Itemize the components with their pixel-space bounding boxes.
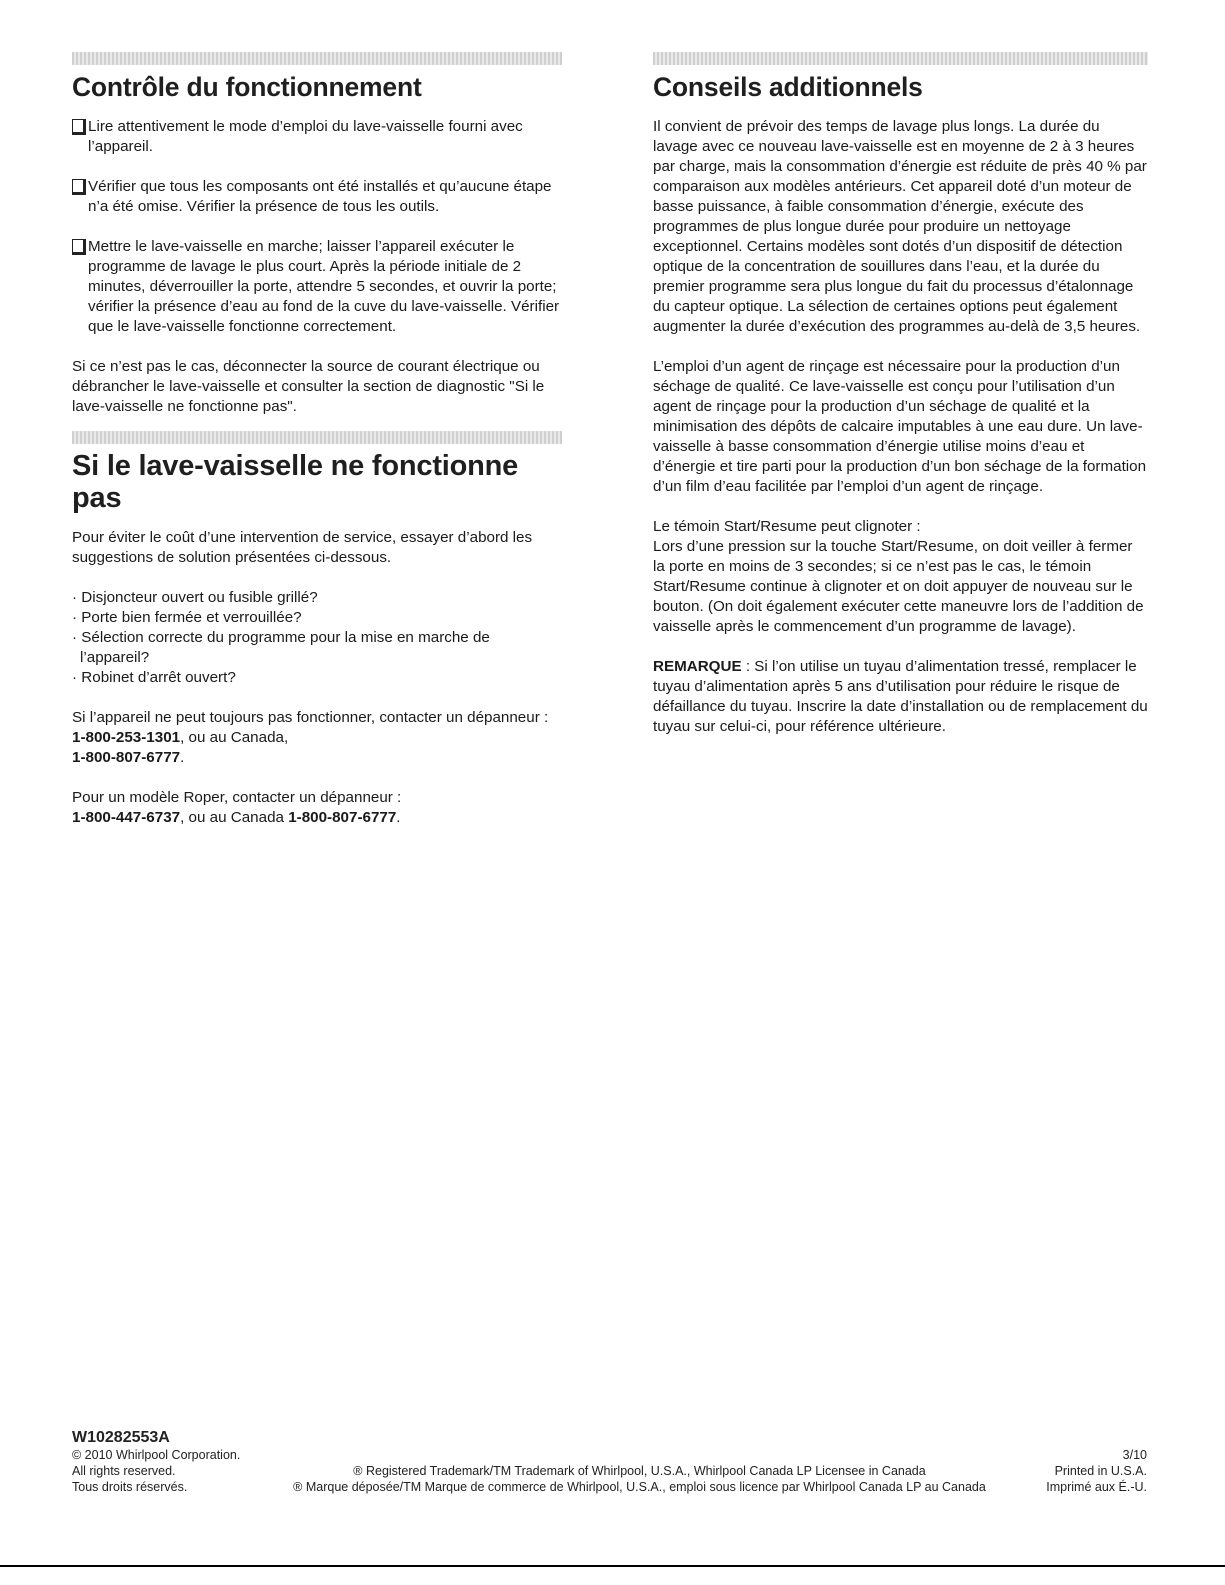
contact-text: , ou au Canada (180, 809, 284, 826)
paragraph-wash-time: Il convient de prévoir des temps de lavage plus longs. La durée du lavage avec ce nouveau lave-vaisselle est en moyenne de 2 à 3 heures par charge, mais la consommation d’énergie est réduite de près 40 % par comparaison aux modèles antérieurs. Cet appareil doté d’un moteur de basse puissance, à faible consommation d’énergie, exécute des programmes de plus longue durée pour produire un nettoyage exceptionnel. Certains modèles sont dotés d’un dispositif de détection optique de la concentration de souillures dans l’eau, et la durée du premier programme sera plus longue du fait du processus d’étalonnage du capteur optique. La sélection de certaines options peut également augmenter la durée d’exécution des programmes au-delà de 3,5 heures. (653, 118, 1147, 335)
list-item: · Disjoncteur ouvert ou fusible grillé? (72, 589, 318, 606)
section-divider-bar (653, 52, 1148, 65)
rights-en: All rights reserved. (72, 1464, 176, 1478)
right-column (653, 52, 1148, 757)
phone-number-canada: 1-800-807-6777 (72, 749, 181, 766)
checkbox-icon (72, 239, 86, 255)
phone-number-roper: 1-800-447-6737 (72, 809, 181, 826)
section-title-controle: Contrôle du fonctionnement (72, 72, 422, 102)
paragraph-start-resume (653, 517, 1148, 637)
trademark-fr: ® Marque déposée/TM Marque de commerce de Whirlpool, U.S.A., emploi sous licence par Whirlpool Canada LP au Canada (293, 1480, 986, 1494)
diagnostic-note: Si ce n’est pas le cas, déconnecter la source de courant électrique ou débrancher le lave-vaisselle et consulter la section de diagnostic "Si le lave-vaisselle ne fonctionne pas". (72, 358, 545, 415)
section-divider-bar (72, 431, 562, 444)
note-text: : Si l’on utilise un tuyau d’alimentation tressé, remplacer le tuyau d’alimentation après 5 ans d’utilisation pour réduire le risque de défaillance du tuyau. Inscrire la date d’installation ou de remplacement du tuyau sur celui-ci, pour référence ultérieure. (653, 658, 1148, 735)
section-divider-bar (72, 52, 562, 65)
contact-text: . (180, 749, 185, 766)
printed-fr: Imprimé aux É.-U. (1046, 1480, 1147, 1494)
troubleshooting-intro: Pour éviter le coût d’une intervention de service, essayer d’abord les suggestions de solution présentées ci-dessous. (72, 529, 533, 566)
page-bottom-rule (0, 1565, 1225, 1567)
checklist-text: Vérifier que tous les composants ont été installés et qu’aucune étape n’a été omise. Vérifier la présence de tous les outils. (88, 178, 552, 215)
revision-date: 3/10 (1122, 1448, 1147, 1462)
list-item: · Porte bien fermée et verrouillée? (72, 609, 302, 626)
note-label: REMARQUE (653, 658, 742, 675)
paragraph-body: Lors d’une pression sur la touche Start/Resume, on doit veiller à fermer la porte en moins de 3 secondes; si ce n’est pas le cas, le témoin Start/Resume continue à clignoter et on doit appuyer de nouveau sur le bouton. (On doit également exécuter cette maneuvre lors de l’addition de vaisselle après le commencement d’un programme de lavage). (653, 538, 1144, 635)
phone-number-canada: 1-800-807-6777 (288, 809, 397, 826)
trademark-en: ® Registered Trademark/TM Trademark of Whirlpool, U.S.A., Whirlpool Canada LP Licensee in Canada (353, 1464, 926, 1478)
contact-text: . (396, 809, 401, 826)
paragraph-note (653, 657, 1148, 737)
list-item: · Sélection correcte du programme pour la mise en marche de l’appareil? (72, 629, 490, 666)
roper-contact (72, 788, 562, 828)
model-number: W10282553A (72, 1429, 170, 1446)
section-title-troubleshooting: Si le lave-vaisselle ne fonctionne pas (72, 450, 519, 514)
checkbox-icon (72, 179, 86, 195)
checklist-item (72, 117, 562, 157)
contact-text: , ou au Canada, (180, 729, 289, 746)
phone-number: 1-800-253-1301 (72, 729, 181, 746)
footer-row (72, 1463, 1147, 1479)
copyright: © 2010 Whirlpool Corporation. (72, 1448, 241, 1462)
contact-text: Pour un modèle Roper, contacter un dépanneur : (72, 789, 402, 806)
list-item: · Robinet d’arrêt ouvert? (72, 669, 236, 686)
contact-text: Si l’appareil ne peut toujours pas fonctionner, contacter un dépanneur : (72, 709, 549, 726)
service-contact (72, 708, 562, 768)
checklist-item (72, 177, 562, 217)
section-title-conseils: Conseils additionnels (653, 72, 923, 102)
footer (72, 1430, 1147, 1495)
printed-en: Printed in U.S.A. (1054, 1464, 1147, 1478)
rights-fr: Tous droits réservés. (72, 1480, 188, 1494)
checklist-item (72, 237, 562, 337)
footer-row (72, 1447, 1147, 1463)
checklist-text: Lire attentivement le mode d’emploi du lave-vaisselle fourni avec l’appareil. (88, 118, 523, 155)
paragraph-rinse-agent: L’emploi d’un agent de rinçage est nécessaire pour la production d’un séchage de qualité. Ce lave-vaisselle est conçu pour l’utilisation d’un agent de rinçage pour la production d’un séchage de qualité et la minimisation des dépôts de calcaire imputables à une eau dure. Un lave-vaisselle à basse consommation d’énergie utilise moins d’eau et d’énergie et tire parti pour la production d’un bon séchage de la formation d’un film d’eau facilitée par l’emploi d’un agent de rinçage. (653, 358, 1147, 495)
left-column (72, 52, 562, 848)
checkbox-icon (72, 119, 86, 135)
footer-row (72, 1479, 1147, 1495)
suggestion-list (72, 588, 562, 688)
checklist-text: Mettre le lave-vaisselle en marche; laisser l’appareil exécuter le programme de lavage le plus court. Après la période initiale de 2 minutes, déverrouiller la porte, attendre 5 secondes, et ouvrir la porte; vérifier la présence d’eau au fond de la cuve du lave-vaisselle. Vérifier que le lave-vaisselle fonctionne correctement. (88, 238, 560, 335)
paragraph-heading: Le témoin Start/Resume peut clignoter : (653, 518, 921, 535)
